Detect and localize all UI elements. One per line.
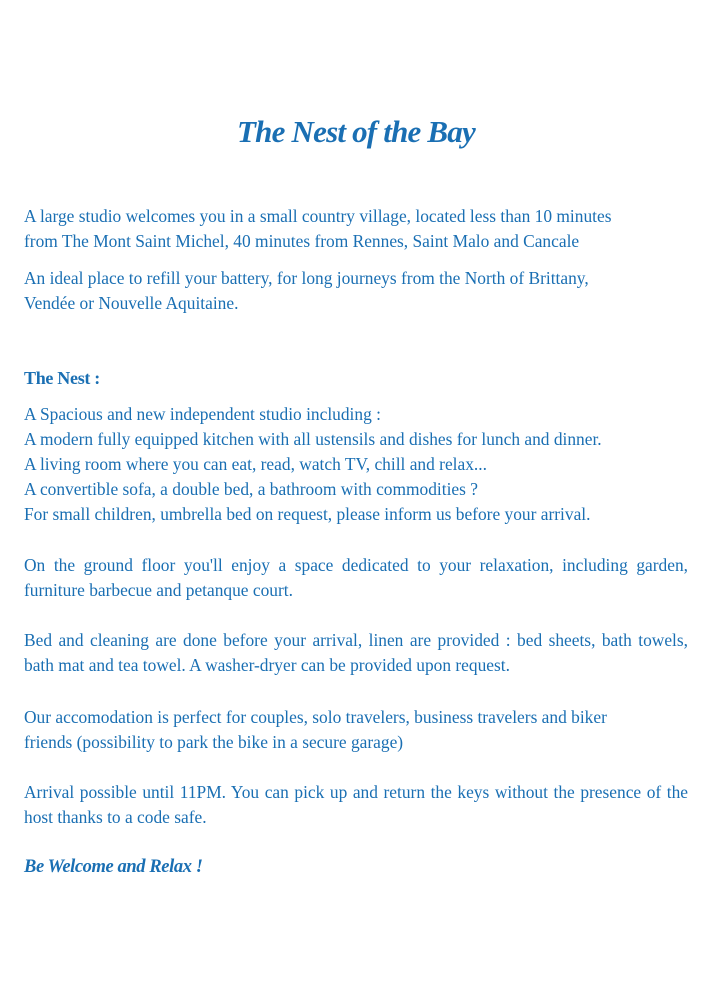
nest-feature-line: A modern fully equipped kitchen with all ustensils and dishes for lunch and dinner. (24, 429, 602, 449)
accommodation-paragraph (24, 705, 688, 755)
nest-section-heading: The Nest : (24, 368, 100, 388)
nest-features-list (24, 402, 688, 527)
accommodation-line-2: friends (possibility to park the bike in a secure garage) (24, 732, 404, 752)
intro-p2-line-2: Vendée or Nouvelle Aquitaine. (24, 293, 239, 313)
nest-feature-line: For small children, umbrella bed on request, please inform us before your arrival. (24, 504, 591, 524)
nest-feature-line: A living room where you can eat, read, watch TV, chill and relax... (24, 454, 487, 474)
intro-p2-line-1: An ideal place to refill your battery, for long journeys from the North of Brittany, (24, 268, 589, 288)
page-title: The Nest of the Bay (237, 114, 475, 149)
ground-floor-paragraph: On the ground floor you'll enjoy a space dedicated to your relaxation, including garden, furniture barbecue and petanque court. (24, 555, 688, 600)
intro-p1-line-2: from The Mont Saint Michel, 40 minutes from Rennes, Saint Malo and Cancale (24, 231, 580, 251)
intro-paragraph-1 (24, 204, 688, 254)
nest-feature-line: A convertible sofa, a double bed, a bathroom with commodities ? (24, 479, 478, 499)
arrival-paragraph: Arrival possible until 11PM. You can pick up and return the keys without the presence of the host thanks to a code safe. (24, 782, 688, 827)
accommodation-line-1: Our accomodation is perfect for couples, solo travelers, business travelers and biker (24, 707, 607, 727)
nest-feature-line: A Spacious and new independent studio including : (24, 404, 381, 424)
closing-line: Be Welcome and Relax ! (24, 857, 203, 877)
intro-paragraph-2 (24, 266, 688, 316)
cleaning-paragraph: Bed and cleaning are done before your arrival, linen are provided : bed sheets, bath towels, bath mat and tea towel. A washer-dryer can be provided upon request. (24, 630, 688, 675)
intro-p1-line-1: A large studio welcomes you in a small country village, located less than 10 minutes (24, 206, 612, 226)
